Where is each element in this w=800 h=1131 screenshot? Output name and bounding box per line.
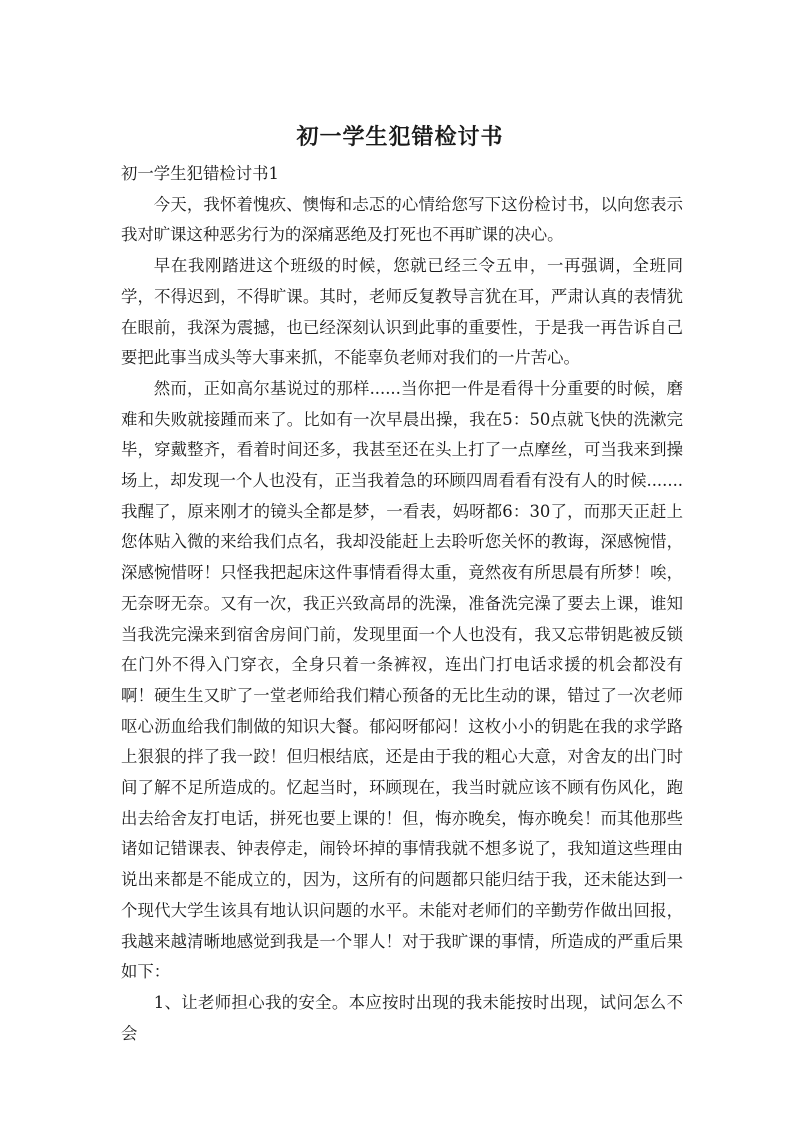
paragraph-3: 然而，正如高尔基说过的那样......当你把一件是看得十分重要的时候，磨难和失败就接踵而来了。比如有一次早晨出操，我在5：50点就飞快的洗漱完毕，穿戴整齐，看着时间还多，我甚至还在头上打了一点摩丝，可当我来到操场上，却发现一个人也没有，正当我着急的环顾四周看看有没有人的时候.......我醒了，原来刚才的镜头全都是梦，一看表，妈呀都6：30了，而那天正赶上您体贴入微的来给我们点名，我却没能赶上去聆听您关怀的教诲，深感惋惜，深感惋惜呀！只怪我把起床这件事情看得太重，竟然夜有所思晨有所梦！唉，无奈呀无奈。又有一次，我正兴致高昂的洗澡，准备洗完澡了要去上课，谁知当我洗完澡来到宿舍房间门前，发现里面一个人也没有，我又忘带钥匙被反锁在门外不得入门穿衣，全身只着一条裤衩，连出门打电话求援的机会都没有啊！硬生生又旷了一堂老师给我们精心预备的无比生动的课，错过了一次老师呕心沥血给我们制做的知识大餐。郁闷呀郁闷！这枚小小的钥匙在我的求学路上狠狠的拌了我一跤！但归根结底，还是由于我的粗心大意，对舍友的出门时间了解不足所造成的。忆起当时，环顾现在，我当时就应该不顾有伤风化，跑出去给舍友打电话，拼死也要上课的！但，悔亦晚矣，悔亦晚矣！而其他那些诸如记错课表、钟表停走，闹铃坏掉的事情我就不想多说了，我知道这些理由说出来都是不能成立的，因为，这所有的问题都只能归结于我，还未能达到一个现代大学生该具有地认识问题的水平。未能对老师们的辛勤劳作做出回报，我越来越清晰地感觉到我是一个罪人！对于我旷课的事情，所造成的严重后果如下： (121, 378, 683, 982)
document-title: 初一学生犯错检讨书 (296, 125, 504, 150)
document-subtitle: 初一学生犯错检讨书1 (121, 164, 279, 183)
paragraph-2: 早在我刚踏进这个班级的时候，您就已经三令五申，一再强调，全班同学，不得迟到，不得旷课。其时，老师反复教导言犹在耳，严肃认真的表情犹在眼前，我深为震撼，也已经深刻认识到此事的重要性，于是我一再告诉自己要把此事当成头等大事来抓，不能辜负老师对我们的一片苦心。 (121, 256, 683, 368)
paragraph-4: 1、让老师担心我的安全。本应按时出现的我未能按时出现，试问怎么不会 (121, 992, 683, 1043)
paragraph-1: 今天，我怀着愧疚、懊悔和忐忑的心情给您写下这份检讨书，以向您表示我对旷课这种恶劣行为的深痛恶绝及打死也不再旷课的决心。 (121, 194, 683, 245)
document-body (121, 159, 683, 1049)
